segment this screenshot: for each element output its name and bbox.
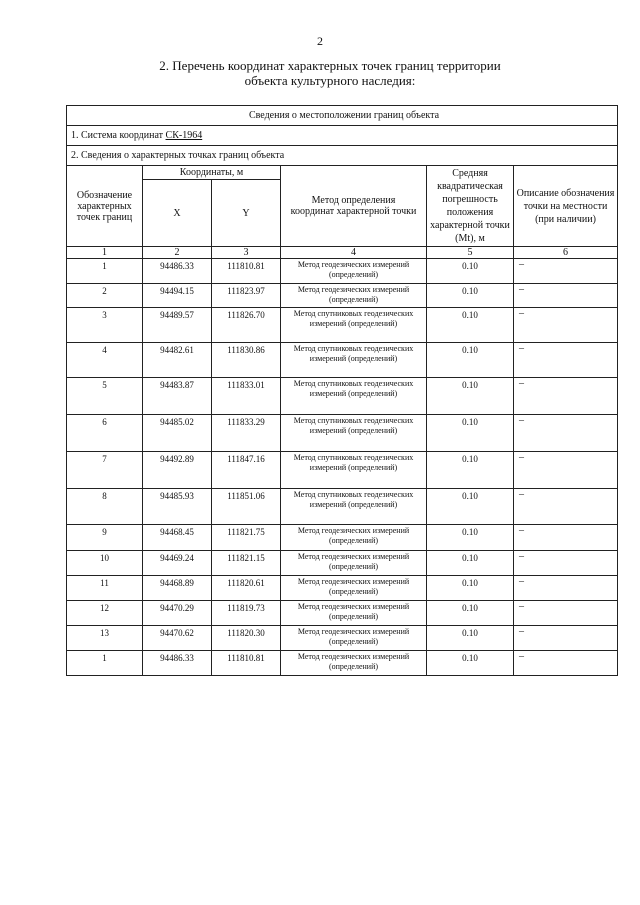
accuracy: 0.10 [427, 551, 514, 576]
header-y: Y [212, 180, 281, 247]
accuracy: 0.10 [427, 452, 514, 489]
method: Метод геодезических измерений (определений) [281, 601, 427, 626]
point-id: 4 [67, 343, 143, 378]
point-id: 1 [67, 259, 143, 284]
point-id: 8 [67, 489, 143, 525]
coord-y: 111833.01 [212, 378, 281, 415]
column-number-row [67, 247, 618, 259]
accuracy: 0.10 [427, 601, 514, 626]
accuracy: 0.10 [427, 651, 514, 676]
column-number: 2 [143, 247, 212, 259]
coordinates-table [66, 105, 618, 676]
title-line-2: объекта культурного наследия: [244, 73, 416, 88]
method: Метод спутниковых геодезических измерений (определений) [281, 489, 427, 525]
coord-y: 111810.81 [212, 651, 281, 676]
table-row [67, 601, 618, 626]
accuracy: 0.10 [427, 576, 514, 601]
table-row [67, 452, 618, 489]
description: – [514, 259, 618, 284]
description: – [514, 525, 618, 551]
points-section-title: 2. Сведения о характерных точках границ объекта [67, 146, 618, 166]
table-row [67, 415, 618, 452]
column-number: 5 [427, 247, 514, 259]
description: – [514, 601, 618, 626]
accuracy: 0.10 [427, 378, 514, 415]
accuracy: 0.10 [427, 415, 514, 452]
description: – [514, 378, 618, 415]
coord-y: 111820.30 [212, 626, 281, 651]
header-method: Метод определения координат характерной точки [281, 166, 427, 247]
coord-x: 94470.29 [143, 601, 212, 626]
coord-y: 111851.06 [212, 489, 281, 525]
method: Метод геодезических измерений (определений) [281, 259, 427, 284]
header-accuracy: Средняя квадратическая погрешность положения характерной точки (Mt), м [427, 166, 514, 247]
column-number: 3 [212, 247, 281, 259]
accuracy: 0.10 [427, 525, 514, 551]
coord-x: 94468.89 [143, 576, 212, 601]
coord-x: 94470.62 [143, 626, 212, 651]
method: Метод спутниковых геодезических измерений (определений) [281, 452, 427, 489]
accuracy: 0.10 [427, 489, 514, 525]
point-id: 9 [67, 525, 143, 551]
coord-y: 111820.61 [212, 576, 281, 601]
point-id: 3 [67, 308, 143, 343]
description: – [514, 489, 618, 525]
column-number: 4 [281, 247, 427, 259]
description: – [514, 308, 618, 343]
description: – [514, 284, 618, 308]
column-number: 6 [514, 247, 618, 259]
table-row [67, 651, 618, 676]
header-point: Обозначение характерных точек границ [67, 166, 143, 247]
accuracy: 0.10 [427, 308, 514, 343]
document-title [80, 58, 580, 88]
coord-x: 94482.61 [143, 343, 212, 378]
description: – [514, 415, 618, 452]
coord-x: 94485.02 [143, 415, 212, 452]
point-id: 7 [67, 452, 143, 489]
method: Метод спутниковых геодезических измерений (определений) [281, 415, 427, 452]
coord-y: 111810.81 [212, 259, 281, 284]
coord-x: 94468.45 [143, 525, 212, 551]
page-number: 2 [317, 34, 323, 48]
method: Метод геодезических измерений (определений) [281, 284, 427, 308]
method: Метод геодезических измерений (определений) [281, 626, 427, 651]
coord-x: 94494.15 [143, 284, 212, 308]
description: – [514, 626, 618, 651]
header-description: Описание обозначения точки на местности (при наличии) [514, 166, 618, 247]
accuracy: 0.10 [427, 259, 514, 284]
description: – [514, 576, 618, 601]
coord-x: 94486.33 [143, 651, 212, 676]
header-coords: Координаты, м [143, 166, 281, 180]
column-number: 1 [67, 247, 143, 259]
accuracy: 0.10 [427, 626, 514, 651]
point-id: 10 [67, 551, 143, 576]
table-row [67, 525, 618, 551]
coord-x: 94485.93 [143, 489, 212, 525]
method: Метод геодезических измерений (определений) [281, 551, 427, 576]
header-x: X [143, 180, 212, 247]
coord-y: 111819.73 [212, 601, 281, 626]
table-row [67, 551, 618, 576]
description: – [514, 343, 618, 378]
point-id: 1 [67, 651, 143, 676]
coord-y: 111830.86 [212, 343, 281, 378]
point-id: 11 [67, 576, 143, 601]
coord-x: 94492.89 [143, 452, 212, 489]
method: Метод геодезических измерений (определений) [281, 525, 427, 551]
coord-x: 94489.57 [143, 308, 212, 343]
table-row [67, 626, 618, 651]
coord-x: 94469.24 [143, 551, 212, 576]
description: – [514, 551, 618, 576]
method: Метод геодезических измерений (определений) [281, 576, 427, 601]
point-id: 12 [67, 601, 143, 626]
coordinate-system-value: СК-1964 [165, 130, 203, 141]
coord-y: 111833.29 [212, 415, 281, 452]
coord-y: 111821.75 [212, 525, 281, 551]
method: Метод спутниковых геодезических измерений (определений) [281, 378, 427, 415]
method: Метод спутниковых геодезических измерений (определений) [281, 343, 427, 378]
coord-x: 94486.33 [143, 259, 212, 284]
coordinate-system-row [67, 126, 618, 146]
coord-y: 111847.16 [212, 452, 281, 489]
coord-x: 94483.87 [143, 378, 212, 415]
table-caption: Сведения о местоположении границ объекта [67, 106, 618, 126]
coordinate-system-label: 1. Система координат [71, 130, 166, 141]
table-row [67, 576, 618, 601]
method: Метод геодезических измерений (определений) [281, 651, 427, 676]
coord-y: 111821.15 [212, 551, 281, 576]
title-line-1: 2. Перечень координат характерных точек границ территории [159, 58, 501, 73]
point-id: 2 [67, 284, 143, 308]
table-row [67, 259, 618, 284]
point-id: 13 [67, 626, 143, 651]
table-row [67, 308, 618, 343]
coord-y: 111826.70 [212, 308, 281, 343]
method: Метод спутниковых геодезических измерений (определений) [281, 308, 427, 343]
table-row [67, 378, 618, 415]
description: – [514, 651, 618, 676]
table-row [67, 284, 618, 308]
coord-y: 111823.97 [212, 284, 281, 308]
point-id: 6 [67, 415, 143, 452]
table-row [67, 343, 618, 378]
accuracy: 0.10 [427, 284, 514, 308]
table-row [67, 489, 618, 525]
accuracy: 0.10 [427, 343, 514, 378]
description: – [514, 452, 618, 489]
point-id: 5 [67, 378, 143, 415]
